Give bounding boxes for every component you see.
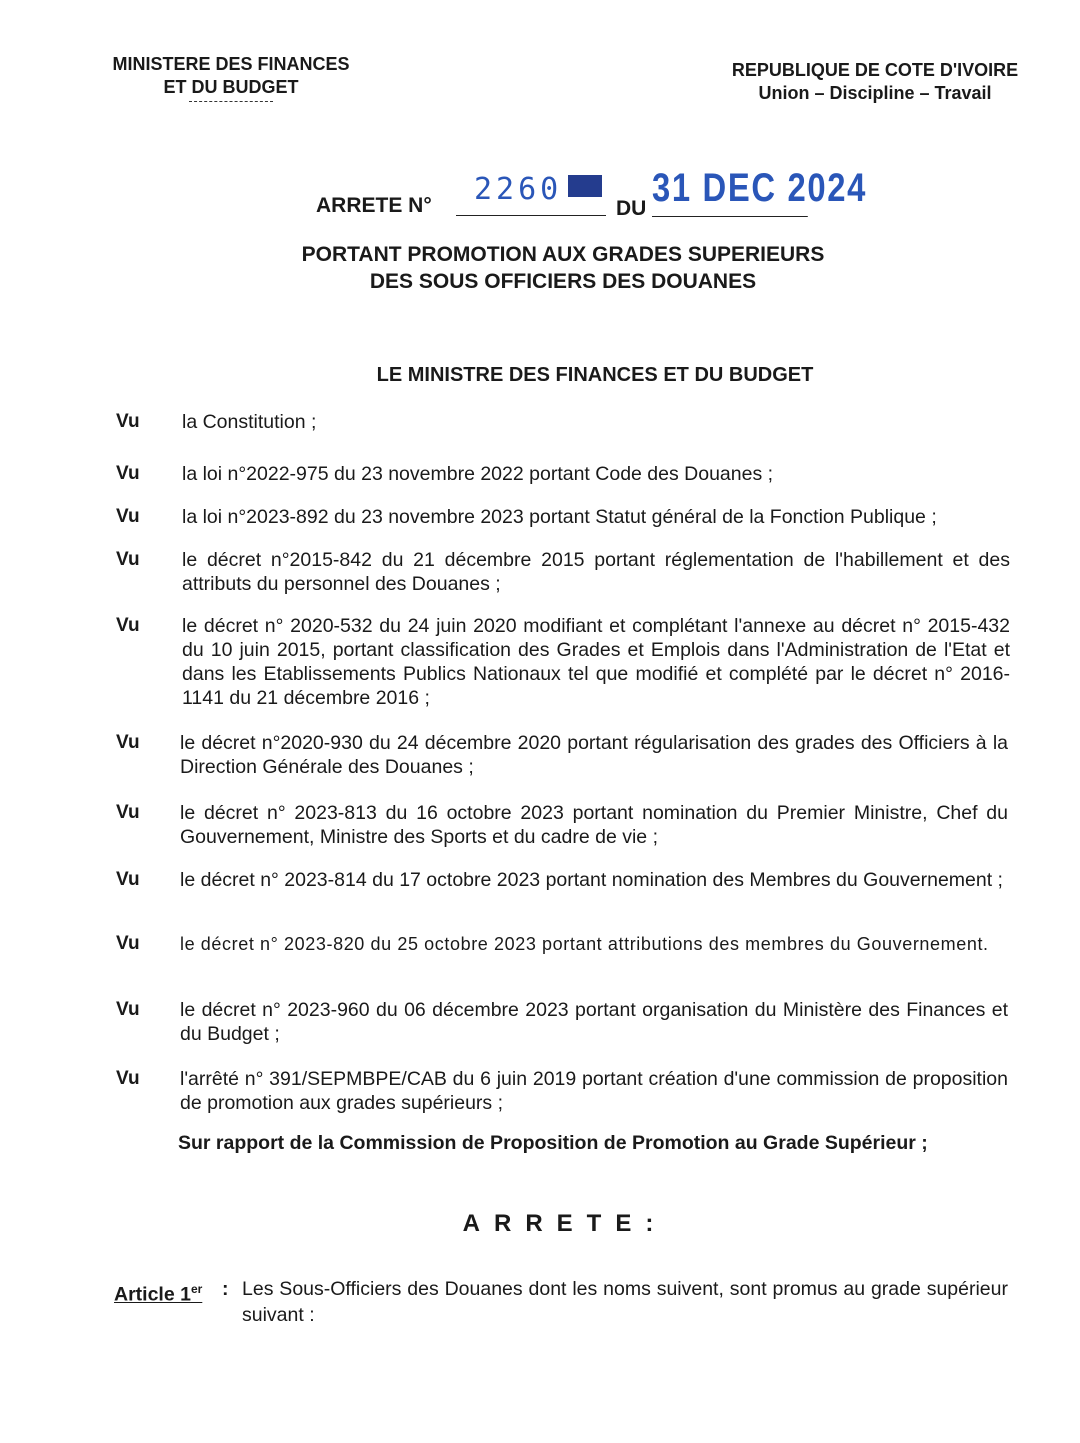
arrete-label: ARRETE N° [316, 194, 432, 217]
article-1-label-sup: er [190, 1282, 203, 1296]
vu-label: Vu [116, 615, 140, 636]
decree-title-line-1: PORTANT PROMOTION AUX GRADES SUPERIEURS [301, 243, 825, 266]
vu-label: Vu [116, 999, 140, 1020]
visa-text: le décret n°2015-842 du 21 décembre 2015 portant réglementation de l'habillement et des attributs du personnel des Douanes ; [182, 549, 1010, 595]
vu-label: Vu [116, 933, 140, 954]
decree-title [200, 241, 926, 295]
article-1-colon: : [222, 1278, 229, 1300]
visa-text: le décret n° 2023-960 du 06 décembre 2023 portant organisation du Ministère des Finances et du Budget ; [180, 999, 1008, 1045]
visa-text: le décret n° 2023-814 du 17 octobre 2023 portant nomination des Membres du Gouvernement ; [180, 869, 1003, 891]
decree-date-stamp: 31 DEC 2024 [652, 166, 808, 217]
vu-label: Vu [116, 802, 140, 823]
vu-label: Vu [116, 463, 140, 484]
republic-header [700, 59, 1050, 105]
decree-number-line [316, 166, 876, 232]
republic-motto: Union – Discipline – Travail [758, 83, 992, 103]
header-divider [189, 101, 273, 102]
vu-label: Vu [116, 549, 140, 570]
visa-text: le décret n° 2023-813 du 16 octobre 2023 portant nomination du Premier Ministre, Chef du Gouvernement, Ministre des Sports et du cadre de vie ; [180, 802, 1008, 848]
decree-number-stamp [456, 172, 606, 216]
decree-number: 2260 [474, 172, 563, 207]
decree-title-line-2: DES SOUS OFFICIERS DES DOUANES [369, 270, 757, 293]
ministry-header [96, 53, 366, 102]
visa-text: la loi n°2022-975 du 23 novembre 2022 portant Code des Douanes ; [182, 463, 774, 485]
rapport-line: Sur rapport de la Commission de Proposition de Promotion au Grade Supérieur ; [178, 1132, 928, 1154]
stamp-block [568, 175, 602, 197]
article-1-text: Les Sous-Officiers des Douanes dont les noms suivent, sont promus au grade supérieur suivant : [242, 1278, 1008, 1326]
article-1-label [114, 1276, 202, 1308]
vu-label: Vu [116, 506, 140, 527]
article-1-label-text: Article 1 [114, 1283, 191, 1306]
vu-label: Vu [116, 411, 140, 432]
du-label: DU [616, 197, 647, 220]
minister-heading: LE MINISTRE DES FINANCES ET DU BUDGET [376, 364, 814, 386]
vu-label: Vu [116, 1068, 140, 1089]
visa-text: la loi n°2023-892 du 23 novembre 2023 portant Statut général de la Fonction Publique ; [182, 506, 937, 528]
visa-text: la Constitution ; [182, 411, 317, 433]
ministry-line-1: MINISTERE DES FINANCES [112, 54, 350, 74]
visa-text: le décret n°2020-930 du 24 décembre 2020 portant régularisation des grades des Officiers à la Direction Générale des Douanes ; [180, 732, 1008, 778]
arrete-heading: ARRETE: [462, 1210, 668, 1237]
visa-text: le décret n° 2020-532 du 24 juin 2020 modifiant et complétant l'annexe au décret n° 2015-432 du 10 juin 2015, portant classification des Grades et Emplois dans l'Administration de l'Etat et dans les Etablissements Publics Nationaux tel que modifié et complété par le décret n° 2016-1141 du 21 décembre 2016 ; [182, 615, 1010, 709]
visa-text: l'arrêté n° 391/SEPMBPE/CAB du 6 juin 2019 portant création d'une commission de proposition de promotion aux grades supérieurs ; [180, 1068, 1008, 1114]
ministry-line-2: ET DU BUDGET [163, 77, 299, 97]
republic-name: REPUBLIQUE DE COTE D'IVOIRE [731, 60, 1019, 80]
vu-label: Vu [116, 732, 140, 753]
vu-label: Vu [116, 869, 140, 890]
visa-text: le décret n° 2023-820 du 25 octobre 2023 portant attributions des membres du Gouvernement. [180, 934, 989, 954]
